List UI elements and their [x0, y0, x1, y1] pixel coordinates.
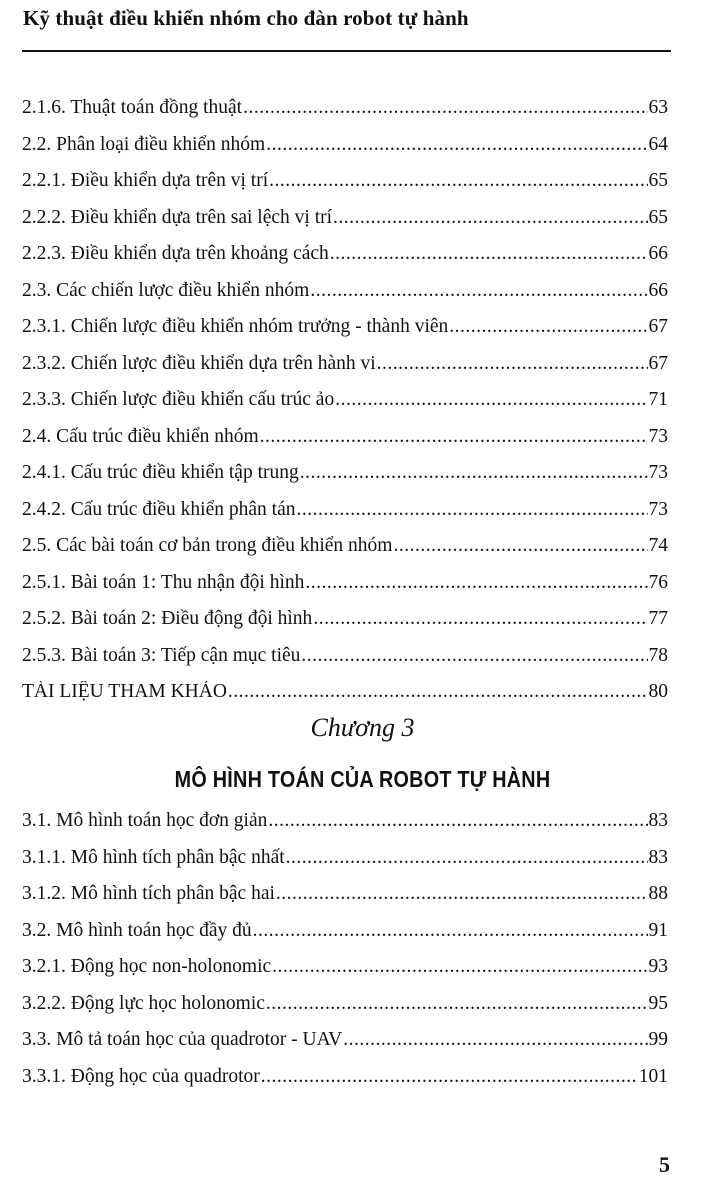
toc-entry-page: 80	[648, 681, 668, 702]
toc-entry-label: 2.3.2. Chiến lược điều khiển dựa trên hành vi	[22, 352, 376, 374]
toc-entry[interactable]	[22, 499, 668, 536]
toc-entry[interactable]	[22, 956, 668, 993]
toc-section-chapter-2	[22, 97, 668, 718]
toc-entry[interactable]	[22, 645, 668, 682]
toc-entry-label: 2.3.1. Chiến lược điều khiển nhóm trưởng - thành viên	[22, 316, 449, 337]
toc-entry-page: 74	[648, 535, 668, 556]
toc-entry-page: 76	[648, 571, 668, 593]
toc-entry-label: 2.4. Cấu trúc điều khiển nhóm	[22, 425, 259, 447]
toc-entry-label: 2.4.2. Cấu trúc điều khiển phân tán	[22, 498, 296, 520]
dot-leader	[300, 462, 648, 484]
toc-entry-label: 2.2.2. Điều khiển dựa trên sai lệch vị trí	[22, 206, 333, 228]
dot-leader	[269, 170, 647, 192]
toc-entry-label: 3.2.1. Động học non-holonomic	[22, 956, 272, 977]
toc-entry[interactable]	[22, 316, 668, 353]
toc-entry[interactable]	[22, 280, 668, 317]
dot-leader	[261, 1066, 638, 1088]
toc-entry-page: 91	[648, 919, 668, 941]
dot-leader	[296, 499, 647, 521]
toc-entry-label: 2.2. Phân loại điều khiển nhóm	[22, 133, 266, 155]
toc-entry-page: 71	[648, 389, 668, 410]
toc-entry-page: 73	[648, 462, 668, 483]
dot-leader	[305, 572, 647, 594]
toc-entry-page: 66	[648, 279, 668, 301]
dot-leader	[330, 243, 648, 265]
toc-entry-label: 3.2.2. Động lực học holonomic	[22, 992, 265, 1014]
toc-entry[interactable]	[22, 883, 668, 920]
toc-entry-page: 95	[648, 992, 668, 1014]
dot-leader	[301, 645, 647, 667]
dot-leader	[266, 993, 648, 1015]
toc-entry-page: 93	[648, 956, 668, 977]
toc-entry[interactable]	[22, 608, 668, 645]
toc-entry-page: 73	[648, 425, 668, 447]
dot-leader	[335, 389, 647, 411]
toc-entry-page: 67	[648, 352, 668, 374]
toc-entry-page: 77	[648, 608, 668, 629]
toc-entry-label: 2.4.1. Cấu trúc điều khiển tập trung	[22, 462, 299, 483]
toc-entry[interactable]	[22, 97, 668, 134]
toc-entry-label: 2.2.3. Điều khiển dựa trên khoảng cách	[22, 243, 329, 264]
toc-entry-label: 2.2.1. Điều khiển dựa trên vị trí	[22, 170, 269, 191]
toc-entry-label: 2.3.3. Chiến lược điều khiển cấu trúc ảo	[22, 389, 335, 410]
toc-entry-label: 2.5. Các bài toán cơ bản trong điều khiển nhóm	[22, 535, 393, 556]
toc-entry[interactable]	[22, 847, 668, 884]
chapter-label: Chương 3	[310, 713, 415, 742]
toc-entry-label: 2.1.6. Thuật toán đồng thuật	[22, 97, 243, 118]
toc-entry-page: 83	[648, 846, 668, 868]
dot-leader	[260, 426, 648, 448]
toc-entry[interactable]	[22, 810, 668, 847]
toc-entry[interactable]	[22, 920, 668, 957]
toc-entry-label: 3.1.2. Mô hình tích phân bậc hai	[22, 883, 275, 904]
toc-entry-label: 2.5.2. Bài toán 2: Điều động đội hình	[22, 608, 313, 629]
chapter-title: MÔ HÌNH TOÁN CỦA ROBOT TỰ HÀNH	[174, 766, 551, 792]
toc-entry[interactable]	[22, 1066, 668, 1103]
toc-entry[interactable]	[22, 572, 668, 609]
toc-entry-label: 2.5.3. Bài toán 3: Tiếp cận mục tiêu	[22, 644, 301, 666]
dot-leader	[449, 316, 647, 338]
dot-leader	[310, 280, 647, 302]
dot-leader	[266, 134, 647, 156]
toc-entry-page: 78	[648, 644, 668, 666]
running-head-title: Kỹ thuật điều khiển nhóm cho đàn robot tự hành	[23, 6, 469, 30]
toc-entry-label: 3.1. Mô hình toán học đơn giản	[22, 810, 268, 831]
toc-entry-page: 99	[648, 1029, 668, 1050]
toc-entry-page: 101	[638, 1065, 668, 1087]
toc-section-chapter-3	[22, 810, 668, 1102]
toc-entry-page: 64	[648, 133, 668, 155]
toc-entry-page: 65	[648, 206, 668, 228]
toc-entry-label: 3.3. Mô tả toán học của quadrotor - UAV	[22, 1029, 343, 1050]
toc-entry-page: 66	[648, 243, 668, 264]
toc-entry[interactable]	[22, 426, 668, 463]
toc-entry[interactable]	[22, 462, 668, 499]
toc-entry-page: 73	[648, 498, 668, 520]
toc-entry[interactable]	[22, 993, 668, 1030]
toc-entry-page: 88	[648, 883, 668, 904]
toc-entry[interactable]	[22, 170, 668, 207]
toc-entry-label: 2.3. Các chiến lược điều khiển nhóm	[22, 279, 310, 301]
toc-entry-label: 3.3.1. Động học của quadrotor	[22, 1065, 260, 1087]
dot-leader	[286, 847, 648, 869]
toc-entry-label: 3.1.1. Mô hình tích phân bậc nhất	[22, 846, 285, 868]
dot-leader	[377, 353, 648, 375]
toc-entry-label: 3.2. Mô hình toán học đầy đủ	[22, 919, 252, 941]
dot-leader	[253, 920, 648, 942]
page-number: 5	[659, 1152, 670, 1177]
toc-entry[interactable]	[22, 535, 668, 572]
header-rule	[22, 50, 671, 52]
toc-entry-page: 83	[648, 810, 668, 831]
toc-entry-label: 2.5.1. Bài toán 1: Thu nhận đội hình	[22, 571, 305, 593]
dot-leader	[393, 535, 647, 557]
toc-entry[interactable]	[22, 134, 668, 171]
dot-leader	[313, 608, 647, 630]
toc-entry-page: 63	[648, 97, 668, 118]
toc-entry[interactable]	[22, 353, 668, 390]
toc-entry-page: 65	[648, 170, 668, 191]
dot-leader	[268, 810, 647, 832]
toc-entry[interactable]	[22, 243, 668, 280]
toc-entry[interactable]	[22, 207, 668, 244]
dot-leader	[228, 681, 648, 703]
toc-entry-page: 67	[648, 316, 668, 337]
toc-entry-label: TÀI LIỆU THAM KHẢO	[22, 681, 227, 702]
dot-leader	[333, 207, 647, 229]
dot-leader	[243, 97, 647, 119]
dot-leader	[276, 883, 648, 905]
dot-leader	[272, 956, 647, 978]
toc-entry[interactable]	[22, 1029, 668, 1066]
toc-entry[interactable]	[22, 389, 668, 426]
dot-leader	[343, 1029, 647, 1051]
